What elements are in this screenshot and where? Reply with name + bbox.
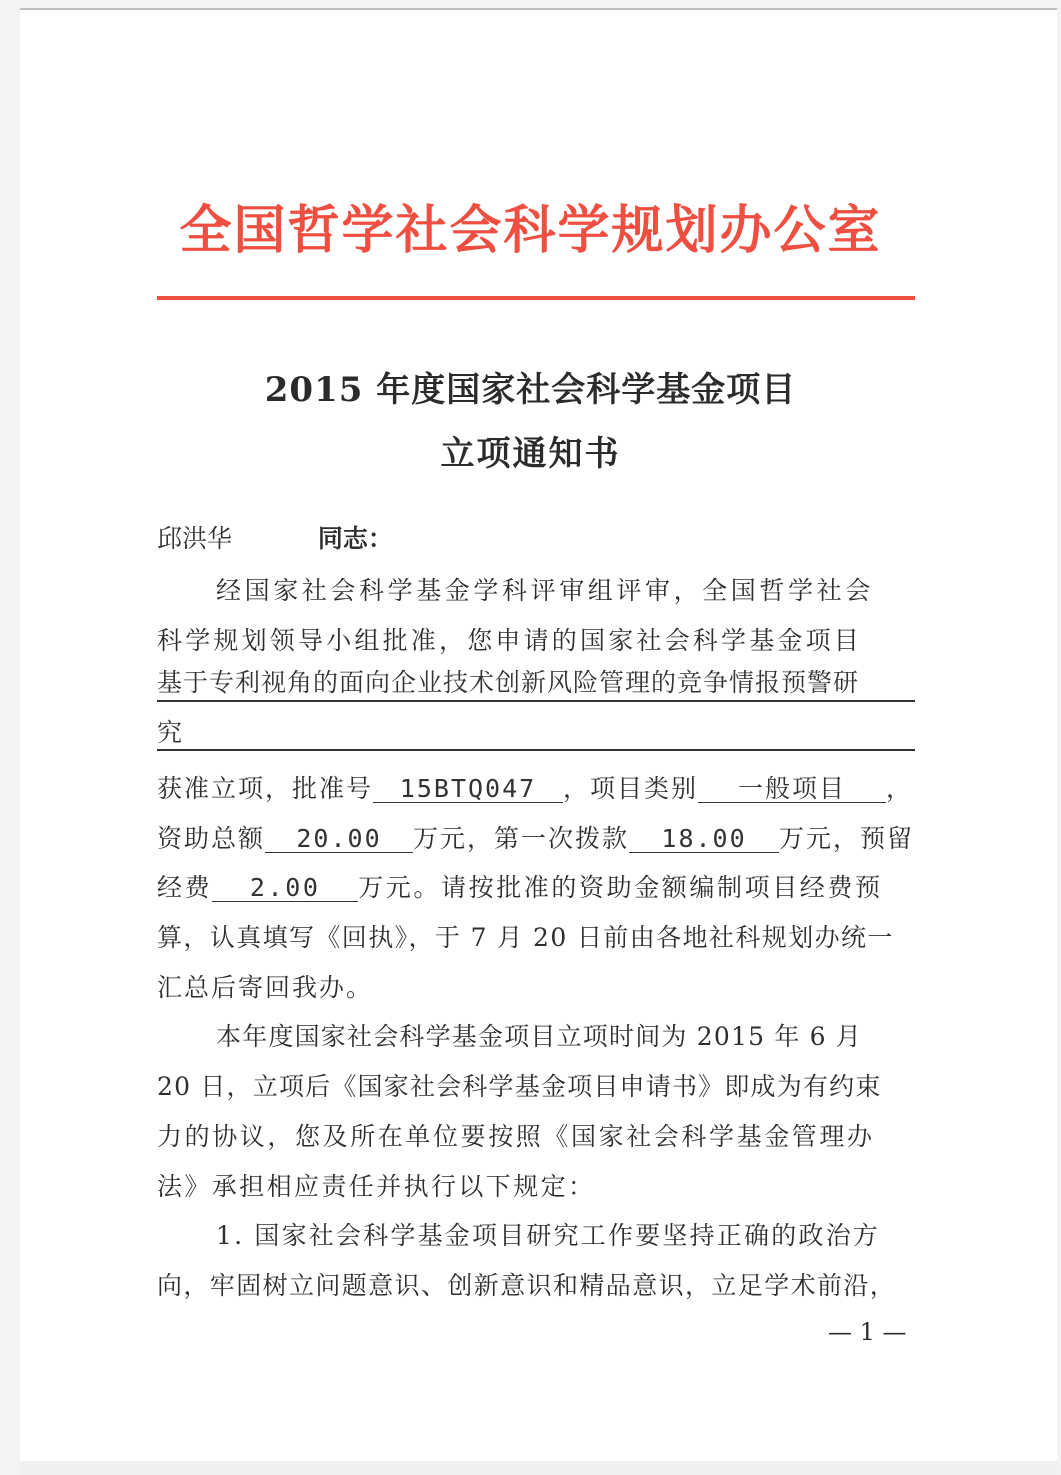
- paragraph2-line3: 力的协议，您及所在单位要按照《国家社会科学基金管理办: [157, 1122, 875, 1151]
- approval-line: [157, 774, 913, 804]
- recipient-name: 邱洪华: [157, 524, 233, 553]
- paragraph2-line2: 20 日，立项后《国家社会科学基金项目申请书》即成为有约束: [157, 1072, 882, 1101]
- paragraph1-line2: 科学规划领导小组批准，您申请的国家社会科学基金项目: [157, 626, 863, 655]
- rule1-line2: 向，牢固树立问题意识、创新意识和精品意识，立足学术前沿，: [157, 1271, 897, 1300]
- reserve-label: 万元，预留: [779, 824, 915, 853]
- approval-label: 获准立项，批准号: [157, 774, 374, 803]
- budget-text: 万元。请按批准的资助金额编制项目经费预: [358, 873, 883, 902]
- scan-edge-bottom: [20, 1461, 1057, 1475]
- funding-line: [157, 824, 914, 854]
- category-end: ，: [886, 774, 914, 803]
- category-label: ，项目类别: [563, 774, 699, 803]
- project-title-line2: 究: [157, 718, 183, 747]
- document-title-line1: 2015 年度国家社会科学基金项目: [264, 370, 797, 410]
- scan-edge-top: [20, 8, 1057, 10]
- project-category: 一般项目: [698, 776, 886, 803]
- project-title-underline2: [157, 749, 915, 751]
- total-label: 资助总额: [157, 824, 266, 853]
- approval-number: 15BTQ047: [373, 776, 563, 803]
- receipt-end: 汇总后寄回我办。: [157, 973, 374, 1002]
- letterhead-rule: [157, 296, 915, 300]
- first-payment-amount: 18.00: [629, 826, 779, 853]
- receipt-line: 算，认真填写《回执》，于 7 月 20 日前由各地社科规划办统一: [157, 923, 894, 952]
- paragraph1-line1: 经国家社会科学基金学科评审组评审，全国哲学社会: [216, 576, 874, 605]
- reserve-line: [157, 873, 883, 903]
- salutation: [157, 524, 393, 554]
- page-number: — 1 —: [828, 1318, 907, 1346]
- first-payment-label: 万元，第一次拨款: [413, 824, 630, 853]
- rule1-line1: 1. 国家社会科学基金项目研究工作要坚持正确的政治方: [216, 1221, 881, 1250]
- letterhead-title: 全国哲学社会科学规划办公室: [179, 201, 882, 261]
- total-amount: 20.00: [265, 826, 413, 853]
- reserve-prefix: 经费: [157, 873, 213, 902]
- document-title-line2: 立项通知书: [440, 434, 621, 474]
- project-title-underline1: [157, 700, 915, 702]
- project-title-line1: 基于专利视角的面向企业技术创新风险管理的竞争情报预警研: [157, 668, 860, 697]
- paragraph2-line4: 法》承担相应责任并执行以下规定：: [157, 1172, 596, 1201]
- reserve-amount: 2.00: [212, 875, 358, 902]
- salutation-suffix: 同志：: [317, 524, 393, 553]
- paragraph2-line1: 本年度国家社会科学基金项目立项时间为 2015 年 6 月: [216, 1022, 863, 1051]
